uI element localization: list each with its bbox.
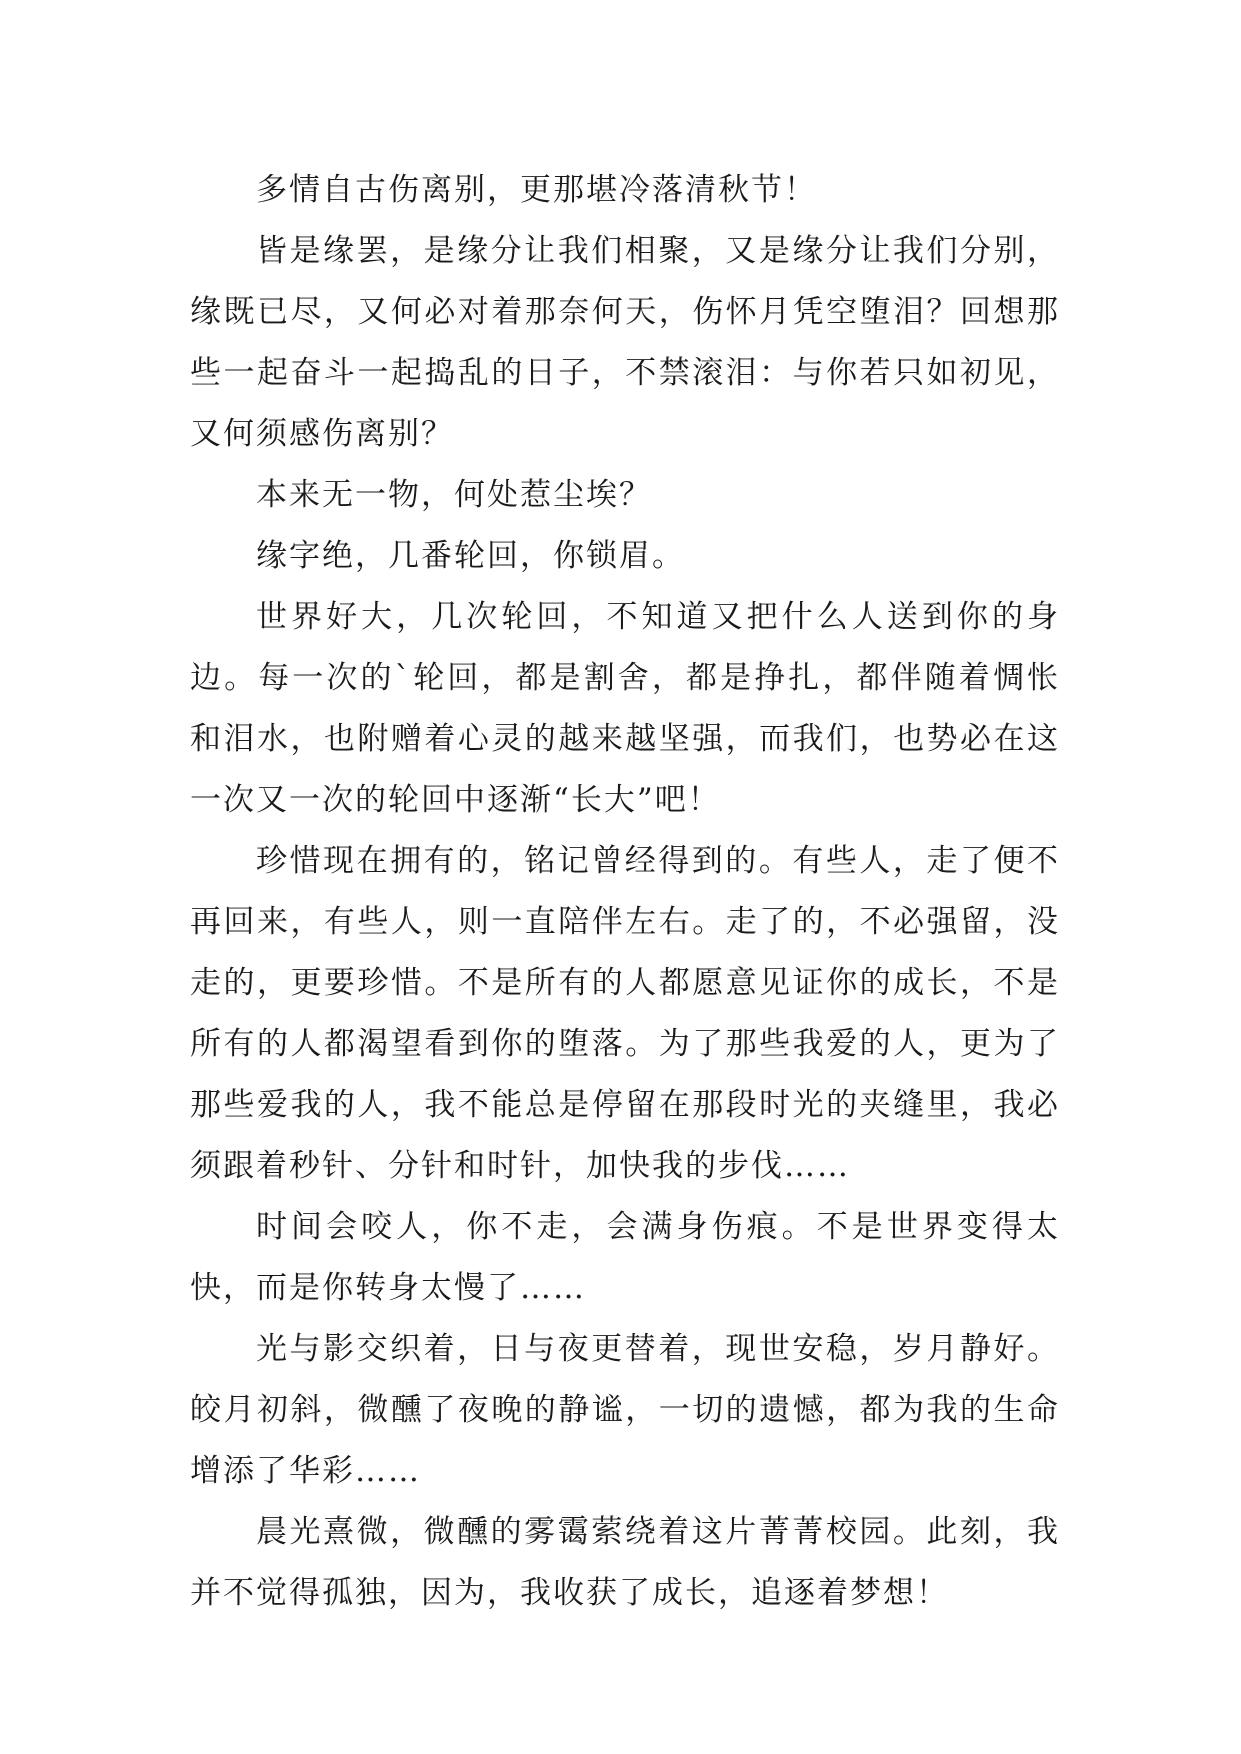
paragraph-3: 本来无一物，何处惹尘埃？ — [256, 477, 652, 513]
paragraph-9: 晨光熹微，微醺的雾霭萦绕着这片菁菁校园。此刻，我并不觉得孤独，因为，我收获了成长，追逐着梦想！ — [190, 1514, 1060, 1611]
paragraph-5: 世界好大，几次轮回，不知道又把什么人送到你的身边。每一次的`轮回，都是割舍，都是挣扎，都伴随着惆怅和泪水，也附赠着心灵的越来越坚强，而我们，也势必在这一次又一次的轮回中逐渐“长大”吧！ — [190, 599, 1060, 818]
paragraph-7: 时间会咬人，你不走，会满身伤痕。不是世界变得太快，而是你转身太慢了…… — [190, 1209, 1060, 1306]
paragraph-6: 珍惜现在拥有的，铭记曾经得到的。有些人，走了便不再回来，有些人，则一直陪伴左右。走了的，不必强留，没走的，更要珍惜。不是所有的人都愿意见证你的成长，不是所有的人都渴望看到你的堕落。为了那些我爱的人，更为了那些爱我的人，我不能总是停留在那段时光的夹缝里，我必须跟着秒针、分针和时针，加快我的步伐…… — [190, 843, 1060, 1184]
paragraph-4: 缘字绝，几番轮回，你锁眉。 — [256, 538, 685, 574]
paragraph-1: 多情自古伤离别，更那堪冷落清秋节！ — [256, 172, 817, 208]
paragraph-2: 皆是缘罢，是缘分让我们相聚，又是缘分让我们分别，缘既已尽，又何必对着那奈何天，伤怀月凭空堕泪？回想那些一起奋斗一起捣乱的日子，不禁滚泪：与你若只如初见，又何须感伤离别？ — [190, 233, 1060, 452]
essay-body — [190, 160, 1060, 1624]
paragraph-8: 光与影交织着，日与夜更替着，现世安稳，岁月静好。皎月初斜，微醺了夜晚的静谧，一切的遗憾，都为我的生命增添了华彩…… — [190, 1331, 1060, 1489]
